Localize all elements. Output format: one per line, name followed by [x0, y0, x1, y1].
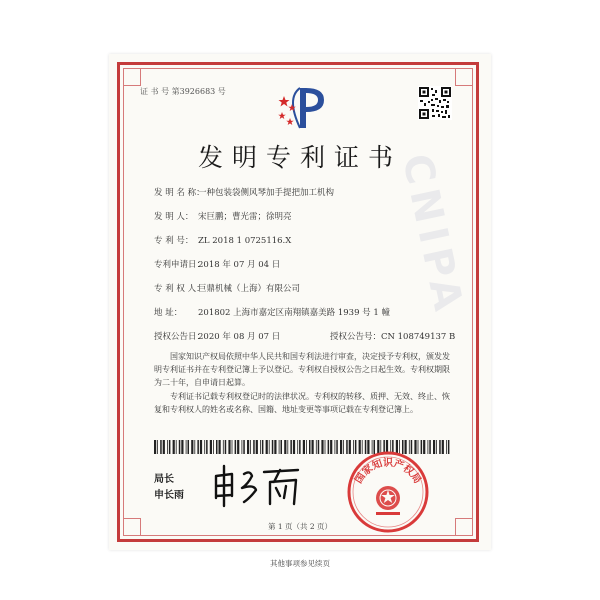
director-title: 局长 [154, 474, 174, 485]
field-label: 专利申请日： [154, 260, 206, 270]
field-label: 专 利 号： [154, 236, 194, 246]
field-label: 发 明 人： [154, 212, 194, 222]
field-value: 巨鼎机械（上海）有限公司 [198, 284, 301, 294]
cnipa-logo-icon [270, 84, 330, 132]
continuation-note: 其他事项参见续页 [270, 559, 330, 568]
field-value: 宋巨鹏；曹光雷；徐明亮 [198, 212, 292, 222]
field-label: 授权公告日： [154, 332, 206, 342]
field-label: 地 址： [154, 308, 183, 318]
seal-text: 国家知识产权局 [353, 458, 423, 486]
border-corner-ornament [123, 68, 141, 86]
field-inventors [154, 210, 292, 222]
field-label: 专 利 权 人： [154, 284, 205, 294]
field-value: 2018 年 07 月 04 日 [198, 260, 281, 270]
cnipa-watermark: CNIPA [393, 150, 473, 321]
field-value: ZL 2018 1 0725116.X [198, 236, 292, 246]
director-signature-icon [210, 462, 302, 508]
field-patent-number [154, 234, 291, 246]
director-name: 申长雨 [154, 490, 184, 501]
certificate-number: 证 书 号 第3926683 号 [140, 87, 226, 96]
field-address [154, 306, 390, 318]
field-publication-number: 授权公告号：CN 108749137 B [330, 332, 456, 342]
field-invention-name [154, 186, 334, 198]
field-value: 201802 上海市嘉定区南翔镇嘉美路 1939 号 1 幢 [198, 308, 390, 318]
border-corner-ornament [455, 68, 473, 86]
field-grant-date [154, 330, 280, 342]
legal-status-paragraph: 专利证书记载专利权登记时的法律状况。专利权的转移、质押、无效、终止、恢复和专利权人的姓名或名称、国籍、地址变更等事项记载在专利登记簿上。 [154, 392, 450, 414]
page-number: 第 1 页（共 2 页） [267, 522, 333, 531]
field-patentee [154, 282, 300, 294]
svg-text:国家知识产权局 [352, 456, 425, 486]
qr-code-icon [418, 86, 452, 120]
certificate-title: 发明专利证书 [197, 143, 402, 172]
field-label: 发 明 名 称： [154, 188, 205, 198]
field-value: 一种包装袋侧风琴加手提把加工机构 [198, 188, 335, 198]
field-application-date [154, 258, 280, 270]
grant-statement-paragraph: 国家知识产权局依照中华人民共和国专利法进行审查，决定授予专利权，颁发发明专利证书并在专利登记簿上予以登记。专利权自授权公告之日起生效。专利权期限为二十年，自申请日起算。 [154, 352, 450, 387]
field-value: 2020 年 08 月 07 日 [198, 332, 281, 342]
